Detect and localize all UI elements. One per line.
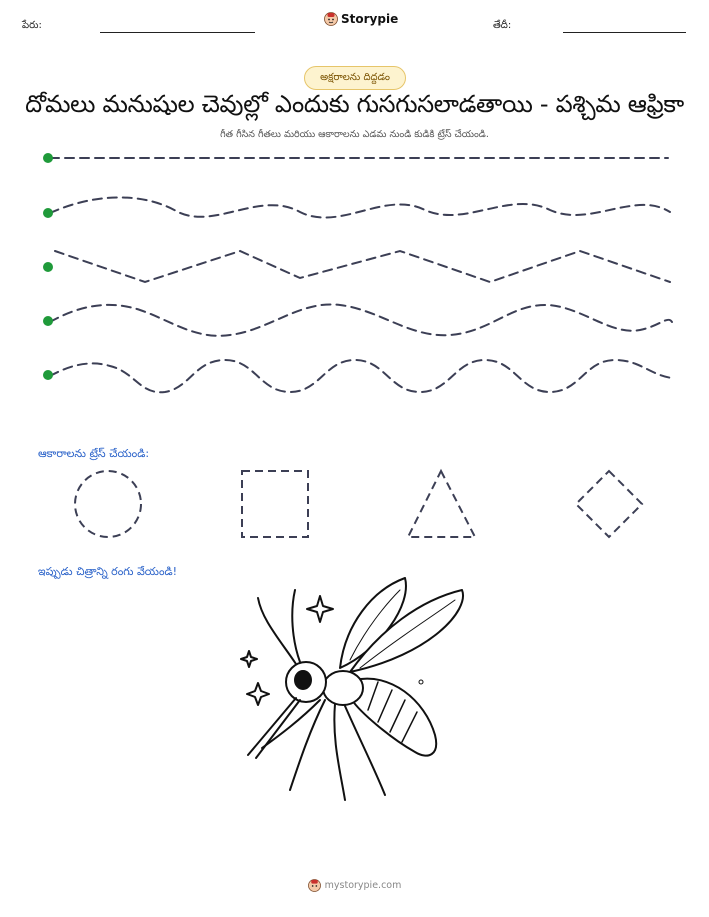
instruction-text: గీత గీసిన గీతలు మరియు ఆకారాలను ఎడమ నుండి కుడికి ట్రేస్ చేయండి. <box>220 129 489 140</box>
trace-shape-diamond <box>576 471 642 537</box>
trace-line-wave <box>50 304 672 335</box>
start-dot <box>43 370 53 380</box>
start-dot <box>43 208 53 218</box>
trace-line-gentle-wave <box>50 197 670 217</box>
activity-badge: అక్షరాలను దిద్దడం <box>304 66 406 90</box>
page-title: దోమలు మనుషుల చెవుల్లో ఎందుకు గుసగుసలాడతాయి - పశ్చిమ ఆఫ్రికా <box>25 90 684 118</box>
date-label: తేదీ: <box>493 20 512 31</box>
name-label: పేరు: <box>22 20 42 31</box>
footer <box>0 879 709 892</box>
brand-name: Storypie <box>341 12 399 26</box>
start-dot <box>43 262 53 272</box>
trace-line-zigzag <box>55 251 670 282</box>
trace-shape-triangle <box>408 471 475 537</box>
start-dot <box>43 153 53 163</box>
trace-line-loopy-wave <box>50 360 672 392</box>
storypie-mascot-icon <box>308 879 321 892</box>
trace-shape-circle <box>75 471 141 537</box>
mosquito-illustration <box>241 578 463 800</box>
footer-site: mystorypie.com <box>324 880 402 891</box>
shapes-section-label: ఆకారాలను ట్రేస్ చేయండి: <box>38 447 150 460</box>
start-dot <box>43 316 53 326</box>
trace-shape-square <box>242 471 308 537</box>
coloring-section-label: ఇప్పుడు చిత్రాన్ని రంగు వేయండి! <box>38 565 178 578</box>
